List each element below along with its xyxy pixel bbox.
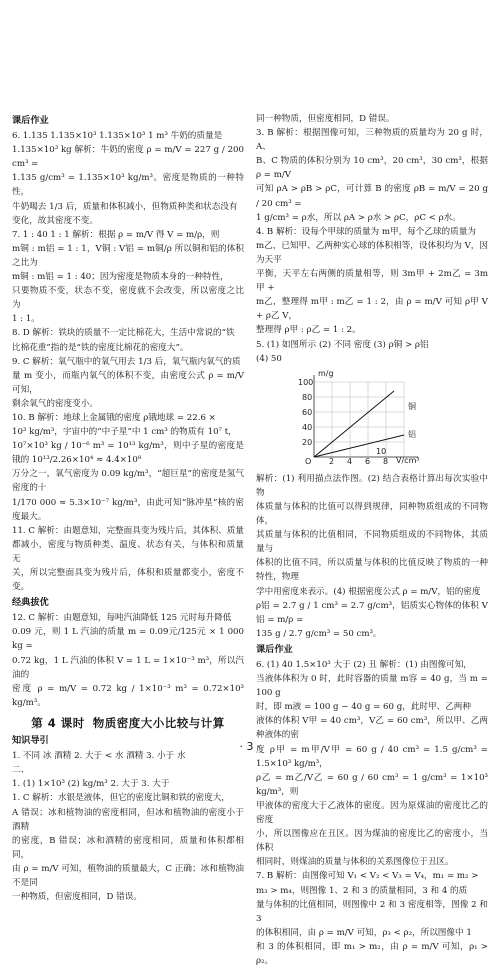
text-line: 12. C 解析：由题意知，每吨汽油降低 125 元时每升降低 (12, 613, 232, 624)
text-line: 4. B 解析：设每个甲球的质量为 m甲，每个乙球的质量为 (256, 226, 476, 237)
text-line: 1 : 1。 (12, 314, 40, 325)
x-tick: 10 (376, 446, 387, 456)
text-line: 变化，故其密度不变。 (12, 215, 98, 226)
y-tick: 100 (298, 377, 314, 387)
answer-block-5 (256, 472, 488, 641)
text-line: 0.72 kg，1 L 汽油的体积 V = 1 L = 1×10⁻³ m³，所以汽油的 (12, 655, 244, 680)
text-line: 1/170 000 ≈ 5.3×10⁻⁷ kg/m³，由此可知“脉冲星”核的密度最大。 (12, 497, 244, 522)
text-line: 1. C 解析：水银是液体，但它的密度比铜和铁的密度大， (12, 793, 230, 804)
text-line: m₃ > m₄，则图像 1、2 和 3 的质量相同，3 和 4 的质 (256, 885, 468, 896)
x-tick: 4 (347, 456, 353, 464)
text-line: 同一种物质，但密度相同，D 错误。 (256, 114, 395, 124)
text-line: m乙，整理得 m甲 : m乙 = 1 : 2，由 ρ = m/V 可知 ρ甲 V + ρ乙 V， (256, 297, 488, 322)
text-line: 9. C 解析：氧气瓶中的氧气用去 1/3 后，氧气瓶内氧气的质 (12, 356, 241, 367)
section-heading-classic: 经典拔优 (12, 597, 49, 609)
text-line: 5. (1) 如图所示 (2) 不同 密度 (3) ρ铜 > ρ铝 (256, 339, 429, 350)
left-column (12, 112, 244, 904)
text-line: 小，所以图像应在丑区。因为煤油的密度比乙的密度小，当体积 (256, 829, 488, 854)
text-line: m铜 : m铝 = 1 : 40；因为密度是物质本身的一种特性， (12, 272, 229, 283)
answer-block-3 (12, 749, 244, 904)
text-line: 10³ kg/m³，宇宙中的“中子星”中 1 cm³ 的物质有 10⁷ t， (12, 427, 237, 438)
lesson-title (12, 716, 244, 730)
text-line: 密度 ρ = m/V = 0.72 kg / 1×10⁻³ m³ = 0.72×10³ kg/m³。 (12, 683, 244, 708)
answer-block-4 (256, 112, 488, 366)
section-heading-guide: 知识导引 (12, 735, 49, 747)
text-line: 3. B 解析：根据图像可知，三种物质的质量均为 20 g 时，A、 (256, 128, 488, 153)
text-line: 万分之一，氧气密度为 0.09 kg/m³，“超巨星”的密度是氢气密度的十 (12, 469, 244, 494)
text-line: 体质量与体积的比值可以得到规律，同种物质组成的不同物体， (256, 501, 488, 527)
x-axis-label: V/cm³ (396, 455, 420, 464)
origin-label: O (305, 456, 312, 464)
text-line: 量与体积的比值相同，则图像中 2 和 3 密度相等，图像 2 和 3 (256, 899, 488, 924)
text-line: 1 g/cm³ = ρ水，所以 ρA > ρ水 > ρC，ρC < ρ水。 (256, 212, 461, 223)
text-line: 和 3 的体积相同，即 m₁ > m₂，由 ρ = m/V 可知，ρ₁ > ρ₂。 (256, 941, 488, 966)
text-line: 解析：(1) 利用描点法作图。(2) 结合表格计算出每次实验中物 (256, 473, 488, 498)
text-line: 0.09 元，则 1 L 汽油的质量 m = 0.09元/125元 × 1 000 kg = (12, 627, 244, 652)
text-line: 体积的比值不同，所以质量与体积的比值反映了物质的一种特性，物理 (256, 558, 488, 583)
text-line: ρ铝 = 2.7 g / 1 cm³ = 2.7 g/cm³，铝质实心物体的体积 V铝 = m/ρ = (256, 600, 488, 625)
text-line: (4) 50 (256, 353, 282, 364)
lesson-name: 物质密度大小比较与计算 (92, 715, 225, 730)
text-line: m铜 : m铝 = 1 : 1，V铜 : V铝 = m铜/ρ 所以铜和铝的体积之比为 (12, 243, 244, 268)
text-line: 6. 1.135 1.135×10³ 1.135×10³ 1 m³ 牛奶的质量是 (12, 131, 223, 142)
text-line: 可知 ρA > ρB > ρC，可计算 B 的密度 ρB = m/V = 20 g / 20 cm³ = (256, 184, 488, 209)
text-line: 其质量与体积的比值相同，不同物质组成的不同物体，其质量与 (256, 530, 488, 555)
text-line: 二、 (12, 765, 30, 776)
text-line: 7. 1 : 40 1 : 1 解析：根据 ρ = m/V 得 V = m/ρ，则 (12, 229, 220, 240)
text-line: ρ乙 = m乙/V乙 = 60 g / 60 cm³ = 1 g/cm³ = 1×10³ kg/m³，则 (256, 772, 488, 797)
text-line: 10. B 解析：地球上金属锇的密度 ρ锇地球 = 22.6 × (12, 412, 216, 423)
text-line: 剩余氧气的密度变小。 (12, 398, 98, 409)
answer-block-1 (12, 129, 244, 594)
text-line: 甲液体的密度大于乙液体的密度。因为原煤油的密度比乙的密度 (256, 800, 488, 826)
text-line: A 错误；冰和植物油的密度相同，但冰和植物油的密度小于酒精 (12, 807, 244, 832)
copper-line-label: 铜 (408, 401, 416, 411)
text-line: 一种物质，但密度相同，D 错误。 (12, 892, 142, 903)
text-line: 整理得 ρ甲 : ρ乙 = 1 : 2。 (256, 325, 361, 336)
text-line: 1.135 g/cm³ = 1.135×10³ kg/m³。密度是物质的一种特性， (12, 173, 244, 198)
right-column (256, 112, 488, 968)
text-line: B、C 物质的体积分别为 10 cm³，20 cm³，30 cm³，根据 ρ = m/V (256, 156, 488, 181)
x-tick: 8 (383, 456, 389, 464)
text-line: 液体的体积 V甲 = 40 cm³，V乙 = 60 cm³，所以甲、乙两种液体的密 (256, 716, 488, 741)
text-line: 时，即 m液 = 100 g − 40 g = 60 g，此时甲、乙两种 (256, 702, 471, 713)
text-line: 都减小，密度与物质种类、温度、状态有关，与体积和质量无 (12, 539, 244, 564)
text-line: 比棉花重”指的是“铁的密度比棉花的密度大”。 (12, 342, 189, 353)
answer-block-2 (12, 611, 244, 710)
text-line: 135 g / 2.7 g/cm³ = 50 cm³。 (256, 628, 382, 639)
text-line: 的密度，B 错误；冰和酒精的密度相同，质量和体积都相同， (12, 835, 244, 860)
text-line: 学中用密度来表示。(4) 根据密度公式 ρ = m/V，铝的密度 (256, 586, 481, 597)
page-number: · 3 · (239, 740, 261, 753)
text-line: 7. B 解析：由图像可知 V₁ < V₂ < V₃ = V₄，m₁ = m₂ > (256, 871, 479, 882)
text-line: 相同时，则煤油的质量与体积的关系图像位于丑区。 (256, 857, 454, 868)
answer-block-6 (256, 658, 488, 968)
lesson-label: 第 4 课时 (31, 715, 85, 730)
text-line: 当液体体积为 0 时，此时容器的质量 m容 = 40 g，当 m = 100 g (256, 674, 488, 699)
x-tick: 6 (365, 456, 371, 464)
y-tick: 40 (302, 422, 313, 432)
y-tick: 20 (302, 437, 313, 447)
text-line: 6. (1) 40 1.5×10³ 大于 (2) 丑 解析：(1) 由图像可知， (256, 660, 472, 670)
mass-volume-graph (296, 369, 426, 464)
y-axis-label: m/g (318, 368, 334, 378)
text-line: 11. C 解析：由题意知，完整面具变为残片后，其体积、质量 (12, 525, 244, 536)
x-tick: 2 (329, 456, 335, 464)
text-line: 10⁷×10³ kg / 10⁻⁶ m³ = 10¹³ kg/m³，则中子星的密度是锇的 10¹³/2.26×10⁴ ≈ 4.4×10⁸ (12, 441, 244, 466)
section-heading-homework: 课后作业 (12, 115, 49, 126)
text-line: 度 ρ甲 = m甲/V甲 = 60 g / 40 cm³ = 1.5 g/cm³ = 1.5×10³ kg/m³， (256, 744, 488, 769)
text-line: 8. D 解析：铁块的质量不一定比棉花大，生活中常说的“铁 (12, 328, 235, 339)
text-line: 量 m 变小，而瓶内氧气的体积不变，由密度公式 ρ = m/V 可知， (12, 370, 244, 395)
text-line: m乙，已知甲、乙两种实心球的体积相等，设体积均为 V，因为天平 (256, 240, 488, 265)
aluminum-line-label: 铝 (408, 429, 416, 439)
text-line: 牛奶喝去 1/3 后，质量和体积减小，但物质种类和状态没有 (12, 201, 238, 212)
text-line: 的体积相同，由 ρ = m/V 可知，ρ₃ < ρ₂，所以图像中 1 (256, 927, 472, 938)
section-heading-homework-2: 课后作业 (256, 643, 293, 655)
text-line: 关，所以完整面具变为残片后，体积和质量都变小，密度不变。 (12, 568, 244, 593)
text-line: 1.135×10³ kg 解析：牛奶的密度 ρ = m/V = 227 g / 200 cm³ = (12, 145, 244, 170)
text-line: 1. (1) 1×10³ (2) kg/m³ 2. 大于 3. 大于 (12, 779, 170, 790)
text-line: 由 ρ = m/V 可知，植物油的质量最大，C 正确；冰和植物油不是同 (12, 863, 244, 888)
text-line: 1. 不同 冰 酒精 2. 大于 < 水 酒精 3. 小于 水 (12, 751, 186, 762)
y-tick: 60 (302, 407, 313, 417)
y-tick: 80 (302, 392, 313, 402)
text-line: 平衡，天平左右两侧的质量相等，则 3m甲 + 2m乙 = 3m甲 + (256, 269, 488, 294)
text-line: 只要物质不变，状态不变，密度就不会改变，所以密度之比为 (12, 286, 244, 311)
